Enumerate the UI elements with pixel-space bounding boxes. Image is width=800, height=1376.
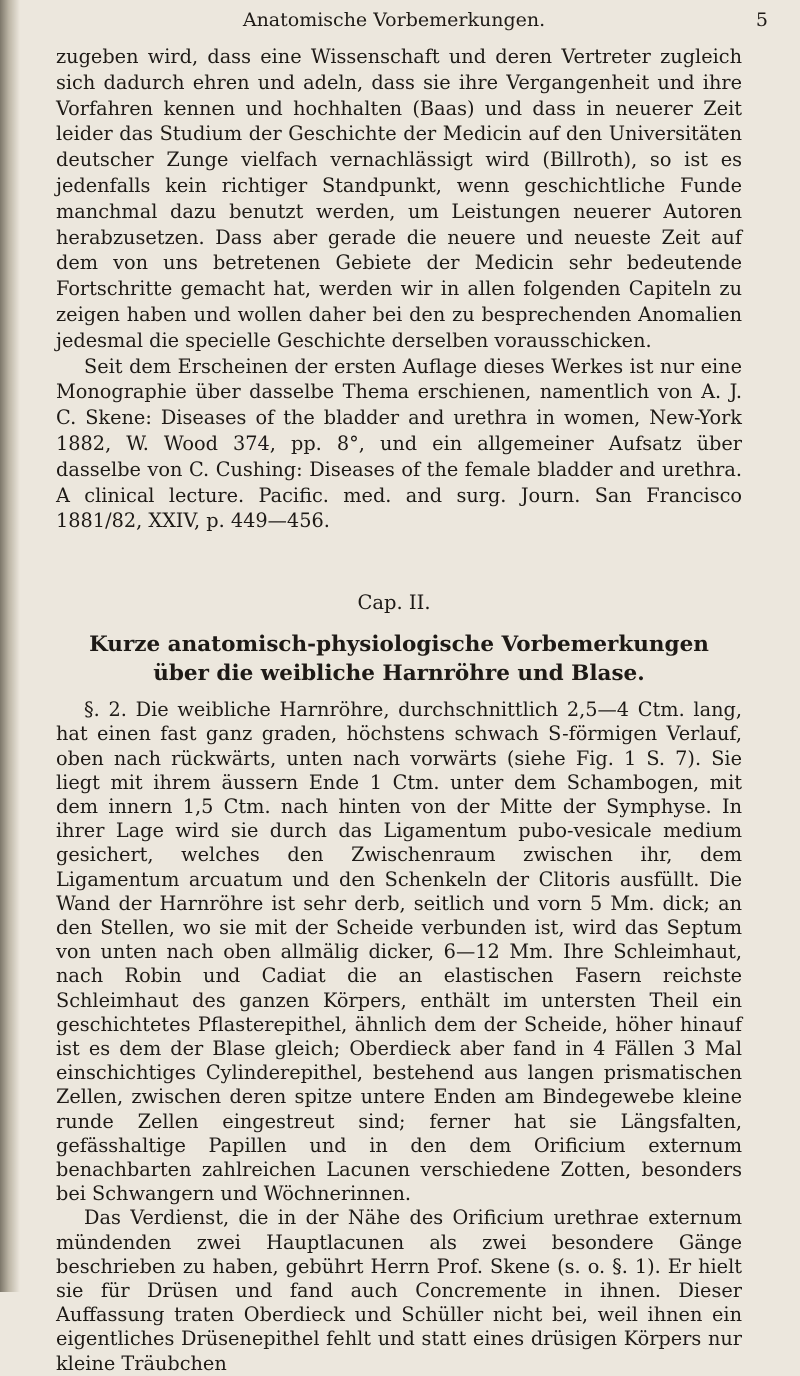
intro-text <box>56 44 742 534</box>
intro-paragraph-2: Seit dem Erscheinen der ersten Auflage dieses Werkes ist nur eine Monographie über dasselbe Thema erschienen, namentlich von A. J. C. Skene: Diseases of the bladder and urethra in women, New-York 1882, W. Wood 374, pp. 8°, und ein allgemeiner Aufsatz über dasselbe von C. Cushing: Diseases of the female bladder and urethra. A clinical lecture. Pacific. med. and surg. Journ. San Francisco 1881/82, XXIV, p. 449—456. <box>56 354 742 533</box>
running-head <box>46 0 768 40</box>
page-binding-shadow <box>0 0 20 1292</box>
section-text <box>56 698 742 1376</box>
running-title: Anatomische Vorbemerkungen. <box>242 9 546 31</box>
section-paragraph-1: §. 2. Die weibliche Harnröhre, durchschnittlich 2,5—4 Ctm. lang, hat einen fast ganz graden, höchstens schwach S-förmigen Verlauf, oben nach rückwärts, unten nach vorwärts (siehe Fig. 1 S. 7). Sie liegt mit ihrem äussern Ende 1 Ctm. unter dem Schambogen, mit dem innern 1,5 Ctm. nach hinten von der Mitte der Symphyse. In ihrer Lage wird sie durch das Ligamentum pubo-vesicale medium gesichert, welches den Zwischenraum zwischen ihr, dem Ligamentum arcuatum und den Schenkeln der Clitoris ausfüllt. Die Wand der Harnröhre ist sehr derb, seitlich und vorn 5 Mm. dick; an den Stellen, wo sie mit der Scheide verbunden ist, wird das Septum von unten nach oben allmälig dicker, 6—12 Mm. Ihre Schleimhaut, nach Robin und Cadiat die an elastischen Fasern reichste Schleimhaut des ganzen Körpers, enthält im untersten Theil ein geschichtetes Pflasterepithel, ähnlich dem der Scheide, höher hinauf ist es dem der Blase gleich; Oberdieck aber fand in 4 Fällen 3 Mal einschichtiges Cylinderepithel, bestehend aus langen prismatischen Zellen, zwischen deren spitze untere Enden am Bindegewebe kleine runde Zellen eingestreut sind; ferner hat sie Längsfalten, gefässhaltige Papillen und in den dem Orificium externum benachbarten zahlreichen Lacunen verschiedene Zotten, besonders bei Schwangern und Wöchnerinnen. <box>56 698 742 1206</box>
section-paragraph-2: Das Verdienst, die in der Nähe des Orificium urethrae externum mündenden zwei Hauptlacunen als zwei besondere Gänge beschrieben zu haben, gebührt Herrn Prof. Skene (s. o. §. 1). Er hielt sie für Drüsen und fand auch Concremente in ihnen. Dieser Auffassung traten Oberdieck und Schüller nicht bei, weil ihnen ein eigentliches Drüsenepithel fehlt und statt eines drüsigen Körpers nur kleine Träubchen <box>56 1206 742 1375</box>
page-number: 5 <box>755 9 768 31</box>
chapter-title: Kurze anatomisch-physiologische Vorbemerkungen über die weibliche Harnröhre und Blase. <box>89 632 709 687</box>
chapter-label: Cap. II. <box>357 591 431 615</box>
intro-paragraph-1: zugeben wird, dass eine Wissenschaft und deren Vertreter zugleich sich dadurch ehren und adeln, dass sie ihre Vergangenheit und ihre Vorfahren kennen und hochhalten (Baas) und dass in neuerer Zeit leider das Studium der Geschichte der Medicin auf den Universitäten deutscher Zunge vielfach vernachlässigt wird (Billroth), so ist es jedenfalls kein richtiger Standpunkt, wenn geschichtliche Funde manchmal dazu benutzt werden, um Leistungen neuerer Autoren herabzusetzen. Dass aber gerade die neuere und neueste Zeit auf dem von uns betretenen Gebiete der Medicin sehr bedeutende Fortschritte gemacht hat, werden wir in allen folgenden Capiteln zu zeigen haben und wollen daher bei den zu besprechenden Anomalien jedesmal die specielle Geschichte derselben vorausschicken. <box>56 45 742 352</box>
